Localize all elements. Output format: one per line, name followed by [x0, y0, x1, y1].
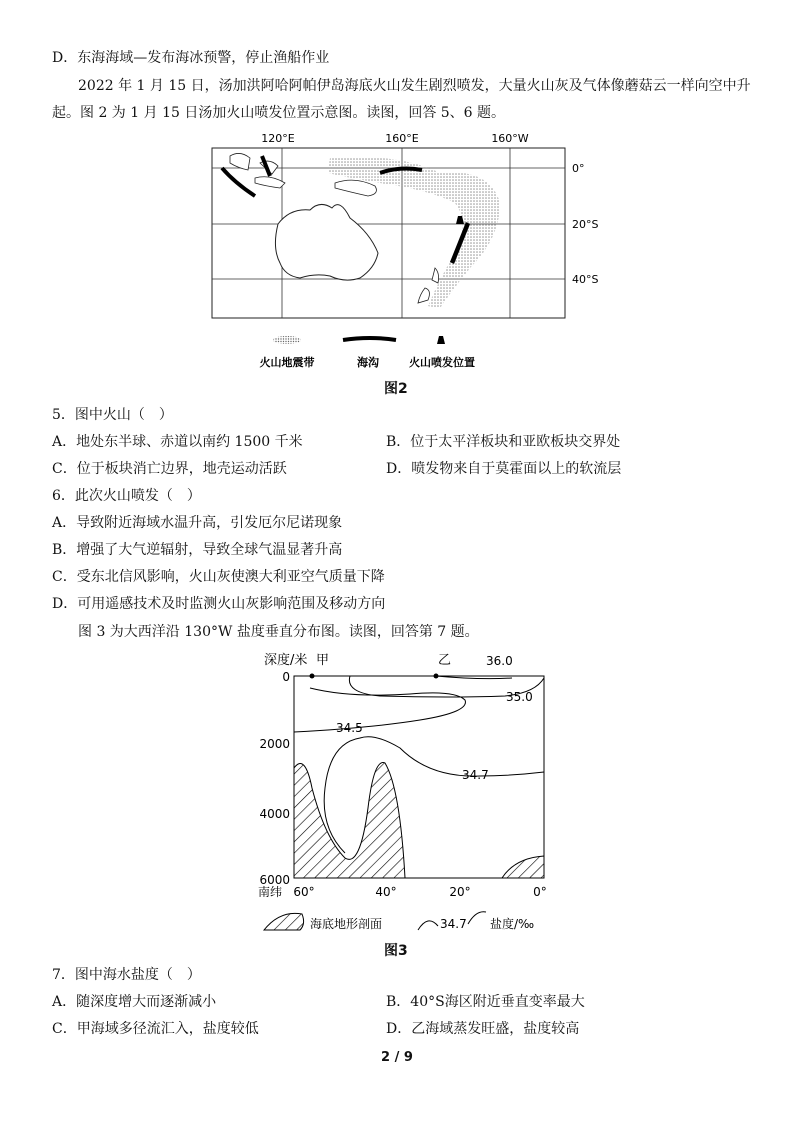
lat-label-40s: 40°S — [572, 273, 599, 286]
q5-option-d[interactable]: D．喷发物来自于莫霍面以上的软流层 — [386, 461, 622, 477]
intro-volcano-line1: 2022 年 1 月 15 日，汤加洪阿哈阿帕伊岛海底火山发生剧烈喷发，大量火山灰及气体像蘑菇云一样向空中升 — [78, 78, 751, 94]
legend-eruption-swatch — [437, 336, 445, 344]
point-jia-label: 甲 — [316, 653, 330, 668]
trench-sunda — [222, 168, 255, 196]
q6-option-b[interactable]: B．增强了大气逆辐射，导致全球气温显著升高 — [52, 542, 343, 558]
contour-label-347: 34.7 — [462, 768, 489, 782]
contour-label-345: 34.5 — [336, 721, 363, 735]
q5-stem: 5．图中火山（ ） — [52, 407, 173, 423]
legend-terrain-label: 海底地形剖面 — [310, 917, 383, 931]
legend-salinity-label: 盐度/‰ — [490, 917, 535, 931]
q6-stem: 6．此次火山喷发（ ） — [52, 488, 201, 504]
q6-option-c[interactable]: C．受东北信风影响，火山灰使澳大利亚空气质量下降 — [52, 569, 385, 585]
y-tick-4000: 4000 — [259, 807, 290, 821]
q5-option-b[interactable]: B．位于太平洋板块和亚欧板块交界处 — [386, 434, 621, 450]
y-tick-0: 0 — [282, 670, 290, 684]
figure-3-caption: 图3 — [384, 943, 408, 959]
legend-belt-label: 火山地震带 — [259, 356, 315, 369]
q6-option-a[interactable]: A．导致附近海域水温升高，引发厄尔尼诺现象 — [52, 515, 343, 531]
lat-label-20s: 20°S — [572, 218, 599, 231]
x-tick-0: 0° — [533, 885, 547, 899]
intro-volcano-line2: 起。图 2 为 1 月 15 日汤加火山喷发位置示意图。读图，回答 5、6 题。 — [52, 105, 506, 121]
y-tick-2000: 2000 — [259, 737, 290, 751]
x-tick-40: 40° — [375, 885, 397, 899]
q7-option-d[interactable]: D．乙海域蒸发旺盛，盐度较高 — [386, 1021, 580, 1037]
contour-345 — [294, 688, 465, 732]
australia-landmass — [275, 204, 378, 280]
contour-label-36: 36.0 — [486, 654, 513, 668]
lon-label-160w: 160°W — [491, 132, 529, 145]
lon-label-120e: 120°E — [261, 132, 295, 145]
x-tick-60: 60° — [293, 885, 315, 899]
point-yi-label: 乙 — [438, 653, 452, 668]
page-number: 2 / 9 — [381, 1050, 413, 1065]
lon-label-160e: 160°E — [385, 132, 419, 145]
q6-option-d[interactable]: D．可用遥感技术及时监测火山灰影响范围及移动方向 — [52, 596, 386, 612]
y-axis-label: 深度/米 — [264, 653, 308, 668]
legend-sample-value: 34.7 — [440, 917, 467, 931]
q7-stem: 7．图中海水盐度（ ） — [52, 967, 201, 983]
legend-eruption-label: 火山喷发位置 — [409, 356, 475, 369]
legend-trench-label: 海沟 — [357, 356, 379, 369]
legend-belt-swatch — [273, 336, 301, 344]
intro-salinity: 图 3 为大西洋沿 130°W 盐度垂直分布图。读图，回答第 7 题。 — [78, 624, 479, 640]
q4-option-d: D．东海海域—发布海冰预警，停止渔船作业 — [52, 50, 330, 66]
contour-label-35: 35.0 — [506, 690, 533, 704]
q7-option-c[interactable]: C．甲海域多径流汇入，盐度较低 — [52, 1021, 259, 1037]
q5-option-a[interactable]: A．地处东半球、赤道以南约 1500 千米 — [52, 434, 303, 450]
y-tick-6000: 6000 — [259, 873, 290, 887]
x-axis-prefix: 南纬 — [258, 885, 283, 899]
contour-347 — [324, 737, 544, 853]
figure-2-map — [200, 128, 600, 373]
figure-3-salinity-profile — [250, 648, 570, 933]
lat-label-0: 0° — [572, 162, 585, 175]
x-tick-20: 20° — [449, 885, 471, 899]
legend-trench-swatch — [343, 338, 396, 340]
new-guinea — [335, 180, 376, 196]
figure-2-caption: 图2 — [384, 381, 408, 397]
seafloor-terrain-right — [502, 856, 544, 878]
q5-option-c[interactable]: C．位于板块消亡边界，地壳运动活跃 — [52, 461, 287, 477]
q7-option-a[interactable]: A．随深度增大而逐渐减小 — [52, 994, 217, 1010]
seafloor-terrain-left — [294, 763, 405, 878]
q7-option-b[interactable]: B．40°S海区附近垂直变率最大 — [386, 994, 585, 1010]
point-jia — [310, 674, 315, 679]
legend-terrain-swatch — [264, 913, 304, 930]
